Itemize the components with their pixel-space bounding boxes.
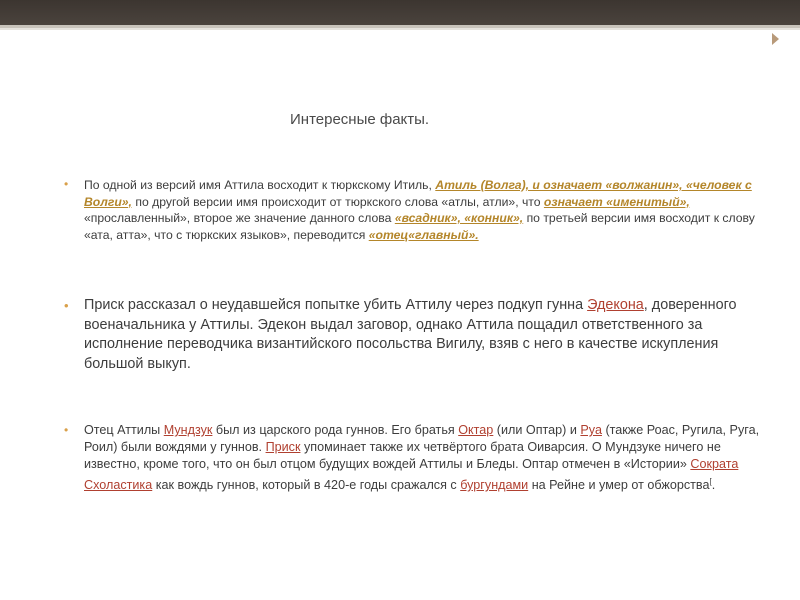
highlight-vsadnik[interactable]: «всадник», «конник», [394,211,524,225]
link-mundzuk[interactable]: Мундзук [163,423,213,437]
bullet-icon: • [64,177,69,191]
text-segment: (также Роас, Ругила, Руга, Роил) были вождями у гуннов. [84,423,760,454]
link-rua[interactable]: Руа [580,423,602,437]
slide-marker-triangle-icon [772,33,779,45]
footnote-marker: [ [709,477,712,486]
paragraph-name-origin [84,177,764,243]
link-prisk[interactable]: Приск [265,440,301,454]
text-segment: «прославленный», второе же значение данного слова [84,211,395,225]
slide-title: Интересные факты. [290,111,430,128]
text-segment: на Рейне и умер от обжорства [528,478,710,493]
text-segment: , доверенного военачальника у Аттилы. Эдекон выдал заговор, однако Аттила пощадил ответственного за исполнение переводчика византийского посольства Вигилу, взяв с него в качестве искупления большой выкуп. [84,297,737,372]
highlight-atil[interactable]: Атиль (Волга), и означает «волжанин», «человек с Волги», [84,178,752,209]
text-segment: (или Оптар) и [493,423,581,437]
highlight-imenityi[interactable]: означает «именитый», [543,194,690,209]
text-segment: упоминает также их четвёртого брата Оиварсия. О Мундзуке ничего не известно, кроме того, что он был отцом будущих вождей Аттилы и Бледы. Оптар отмечен в «Истории» [84,440,721,471]
paragraph-father-mundzuk [84,422,764,494]
text-segment: как вождь гуннов, который в 420-е годы сражался с [152,478,461,493]
text-segment: По одной из версий имя Аттила восходит к тюркскому Итиль, [84,178,436,192]
text-segment: Отец Аттилы [84,423,164,437]
text-segment: . [711,478,716,493]
highlight-otec[interactable]: «отец«главный». [368,227,479,242]
text-segment: по другой версии имя происходит от тюркского слова «атлы, атли», что [131,194,544,209]
bullet-icon: • [64,298,69,313]
link-sokrat-scholastic[interactable]: Сократа Схоластика [84,457,739,493]
link-edekon[interactable]: Эдекона [587,297,644,313]
link-oktar[interactable]: Октар [458,423,494,437]
link-burgundy[interactable]: бургундами [460,478,529,493]
top-bar [0,0,800,25]
text-segment: по третьей версии имя восходит к слову «ата, атта», что с тюркских языков», переводится [84,211,755,242]
paragraph-prisk-plot [84,296,764,374]
bullet-icon: • [64,423,69,437]
text-segment: Приск рассказал о неудавшейся попытке убить Аттилу через подкуп гунна [84,297,588,313]
text-segment: был из царского рода гуннов. Его братья [212,423,459,437]
top-accent-light-stripe [0,28,800,30]
